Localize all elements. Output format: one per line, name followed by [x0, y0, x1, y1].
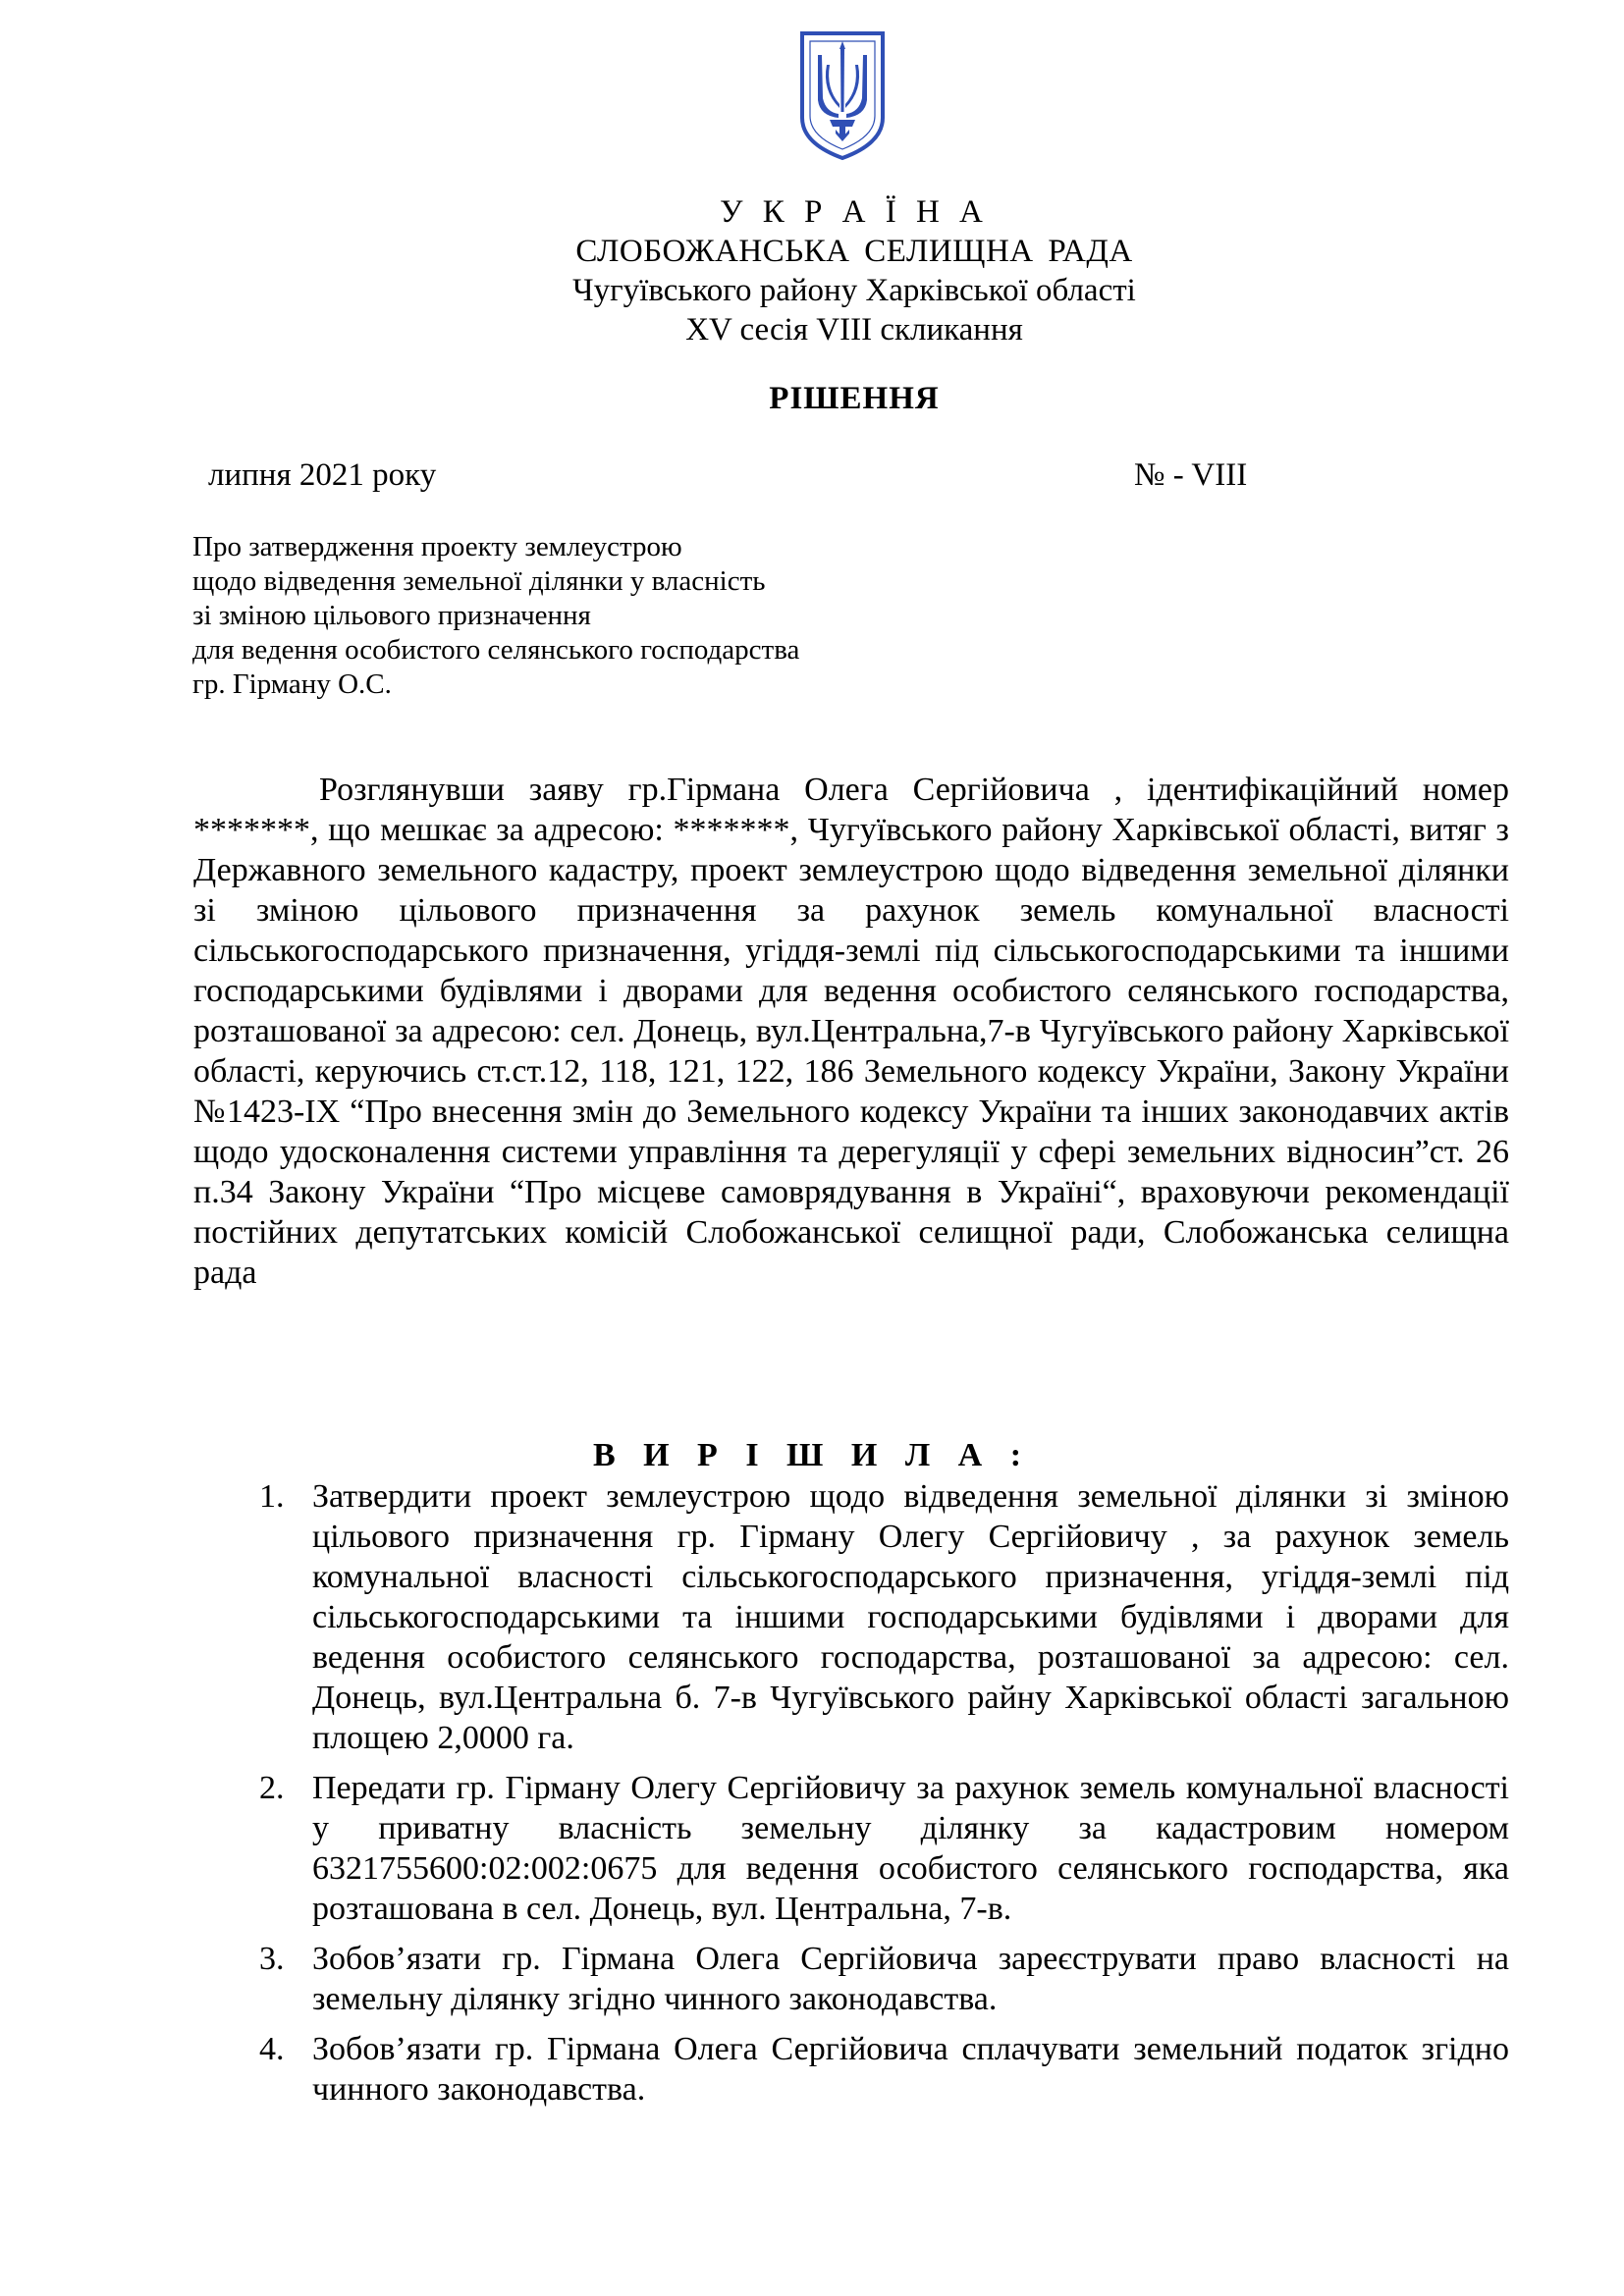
decision-title: РІШЕННЯ [769, 381, 940, 416]
decision-items-list [0, 1476, 1624, 2119]
decision-item [0, 1768, 1624, 1929]
decision-date: липня 2021 року [208, 457, 437, 493]
coat-of-arms-icon [796, 27, 889, 163]
item-text: Зобов’язати гр. Гірмана Олега Сергійовича сплачувати земельний податок згідно чинного законодавства. [312, 2031, 1509, 2108]
item-number: 4. [259, 2031, 285, 2067]
decision-number: № - VIII [1134, 457, 1248, 493]
item-text: Передати гр. Гірману Олегу Сергійовичу за рахунок земель комунальної власності у приватну власність земельну ділянку за кадастровим номером 6321755600:02:002:0675 для ведення особистого селянського господарства, яка розташована в сел. Донець, вул. Центральна, 7-в. [312, 1770, 1509, 1927]
subject-line: для ведення особистого селянського господарства [192, 634, 800, 666]
session-heading: XV сесія VIII скликання [685, 312, 1023, 347]
subject-line: гр. Гірману О.С. [192, 668, 392, 700]
decided-heading: В И Р І Ш И Л А : [592, 1437, 1032, 1473]
district-heading: Чугуївського району Харківської області [572, 273, 1136, 308]
subject-line: щодо відведення земельної ділянки у власність [192, 565, 766, 597]
country-heading: У К Р А Ї Н А [720, 194, 989, 230]
preamble-paragraph: Розглянувши заяву гр.Гірмана Олега Сергійовича , ідентифікаційний номер *******, що мешкає за адресою: *******, Чугуївського району Харківської області, витяг з Державного земельного кадастру, проект землеустрою щодо відведення земельної ділянки зі зміною цільового призначення за рахунок земель комунальної власності сільськогосподарського призначення, угіддя-землі під сільськогосподарськими та іншими господарськими будівлями і дворами для ведення особистого селянського господарства, розташованої за адресою: сел. Донець, вул.Центральна,7-в Чугуївського району Харківської області, керуючись ст.ст.12, 118, 121, 122, 186 Земельного кодексу України, Закону України №1423-IX “Про внесення змін до Земельного кодексу України та інших законодавчих актів щодо удосконалення системи управління та дерегуляції у сфері земельних відносин”ст. 26 п.34 Закону України “Про місцеве самоврядування в Україні“, враховуючи рекомендації постійних депутатських комісій Слобожанської селищної ради, Слобожанська селищна рада [193, 772, 1509, 1291]
subject-line: Про затвердження проекту землеустрою [192, 531, 682, 562]
subject-line: зі зміною цільового призначення [192, 600, 591, 631]
council-heading: СЛОБОЖАНСЬКА СЕЛИЩНА РАДА [575, 234, 1133, 269]
item-text: Зобов’язати гр. Гірмана Олега Сергійовича зареєструвати право власності на земельну ділянку згідно чинного законодавства. [312, 1941, 1509, 2017]
decision-item [0, 1939, 1624, 2019]
item-number: 2. [259, 1770, 285, 1806]
item-text: Затвердити проект землеустрою щодо відведення земельної ділянки зі зміною цільового призначення гр. Гірману Олегу Сергійовичу , за рахунок земель комунальної власності сільськогосподарського призначення, угіддя-землі під сільськогосподарськими та іншими господарськими будівлями і дворами для ведення особистого селянського господарства, розташованої за адресою: сел. Донець, вул.Центральна б. 7-в Чугуївського райну Харківської області загальною площею 2,0000 га. [312, 1478, 1509, 1756]
decision-subject [192, 530, 799, 702]
item-number: 3. [259, 1941, 285, 1977]
decision-item [0, 1476, 1624, 1758]
decision-item [0, 2029, 1624, 2109]
item-number: 1. [259, 1478, 285, 1515]
